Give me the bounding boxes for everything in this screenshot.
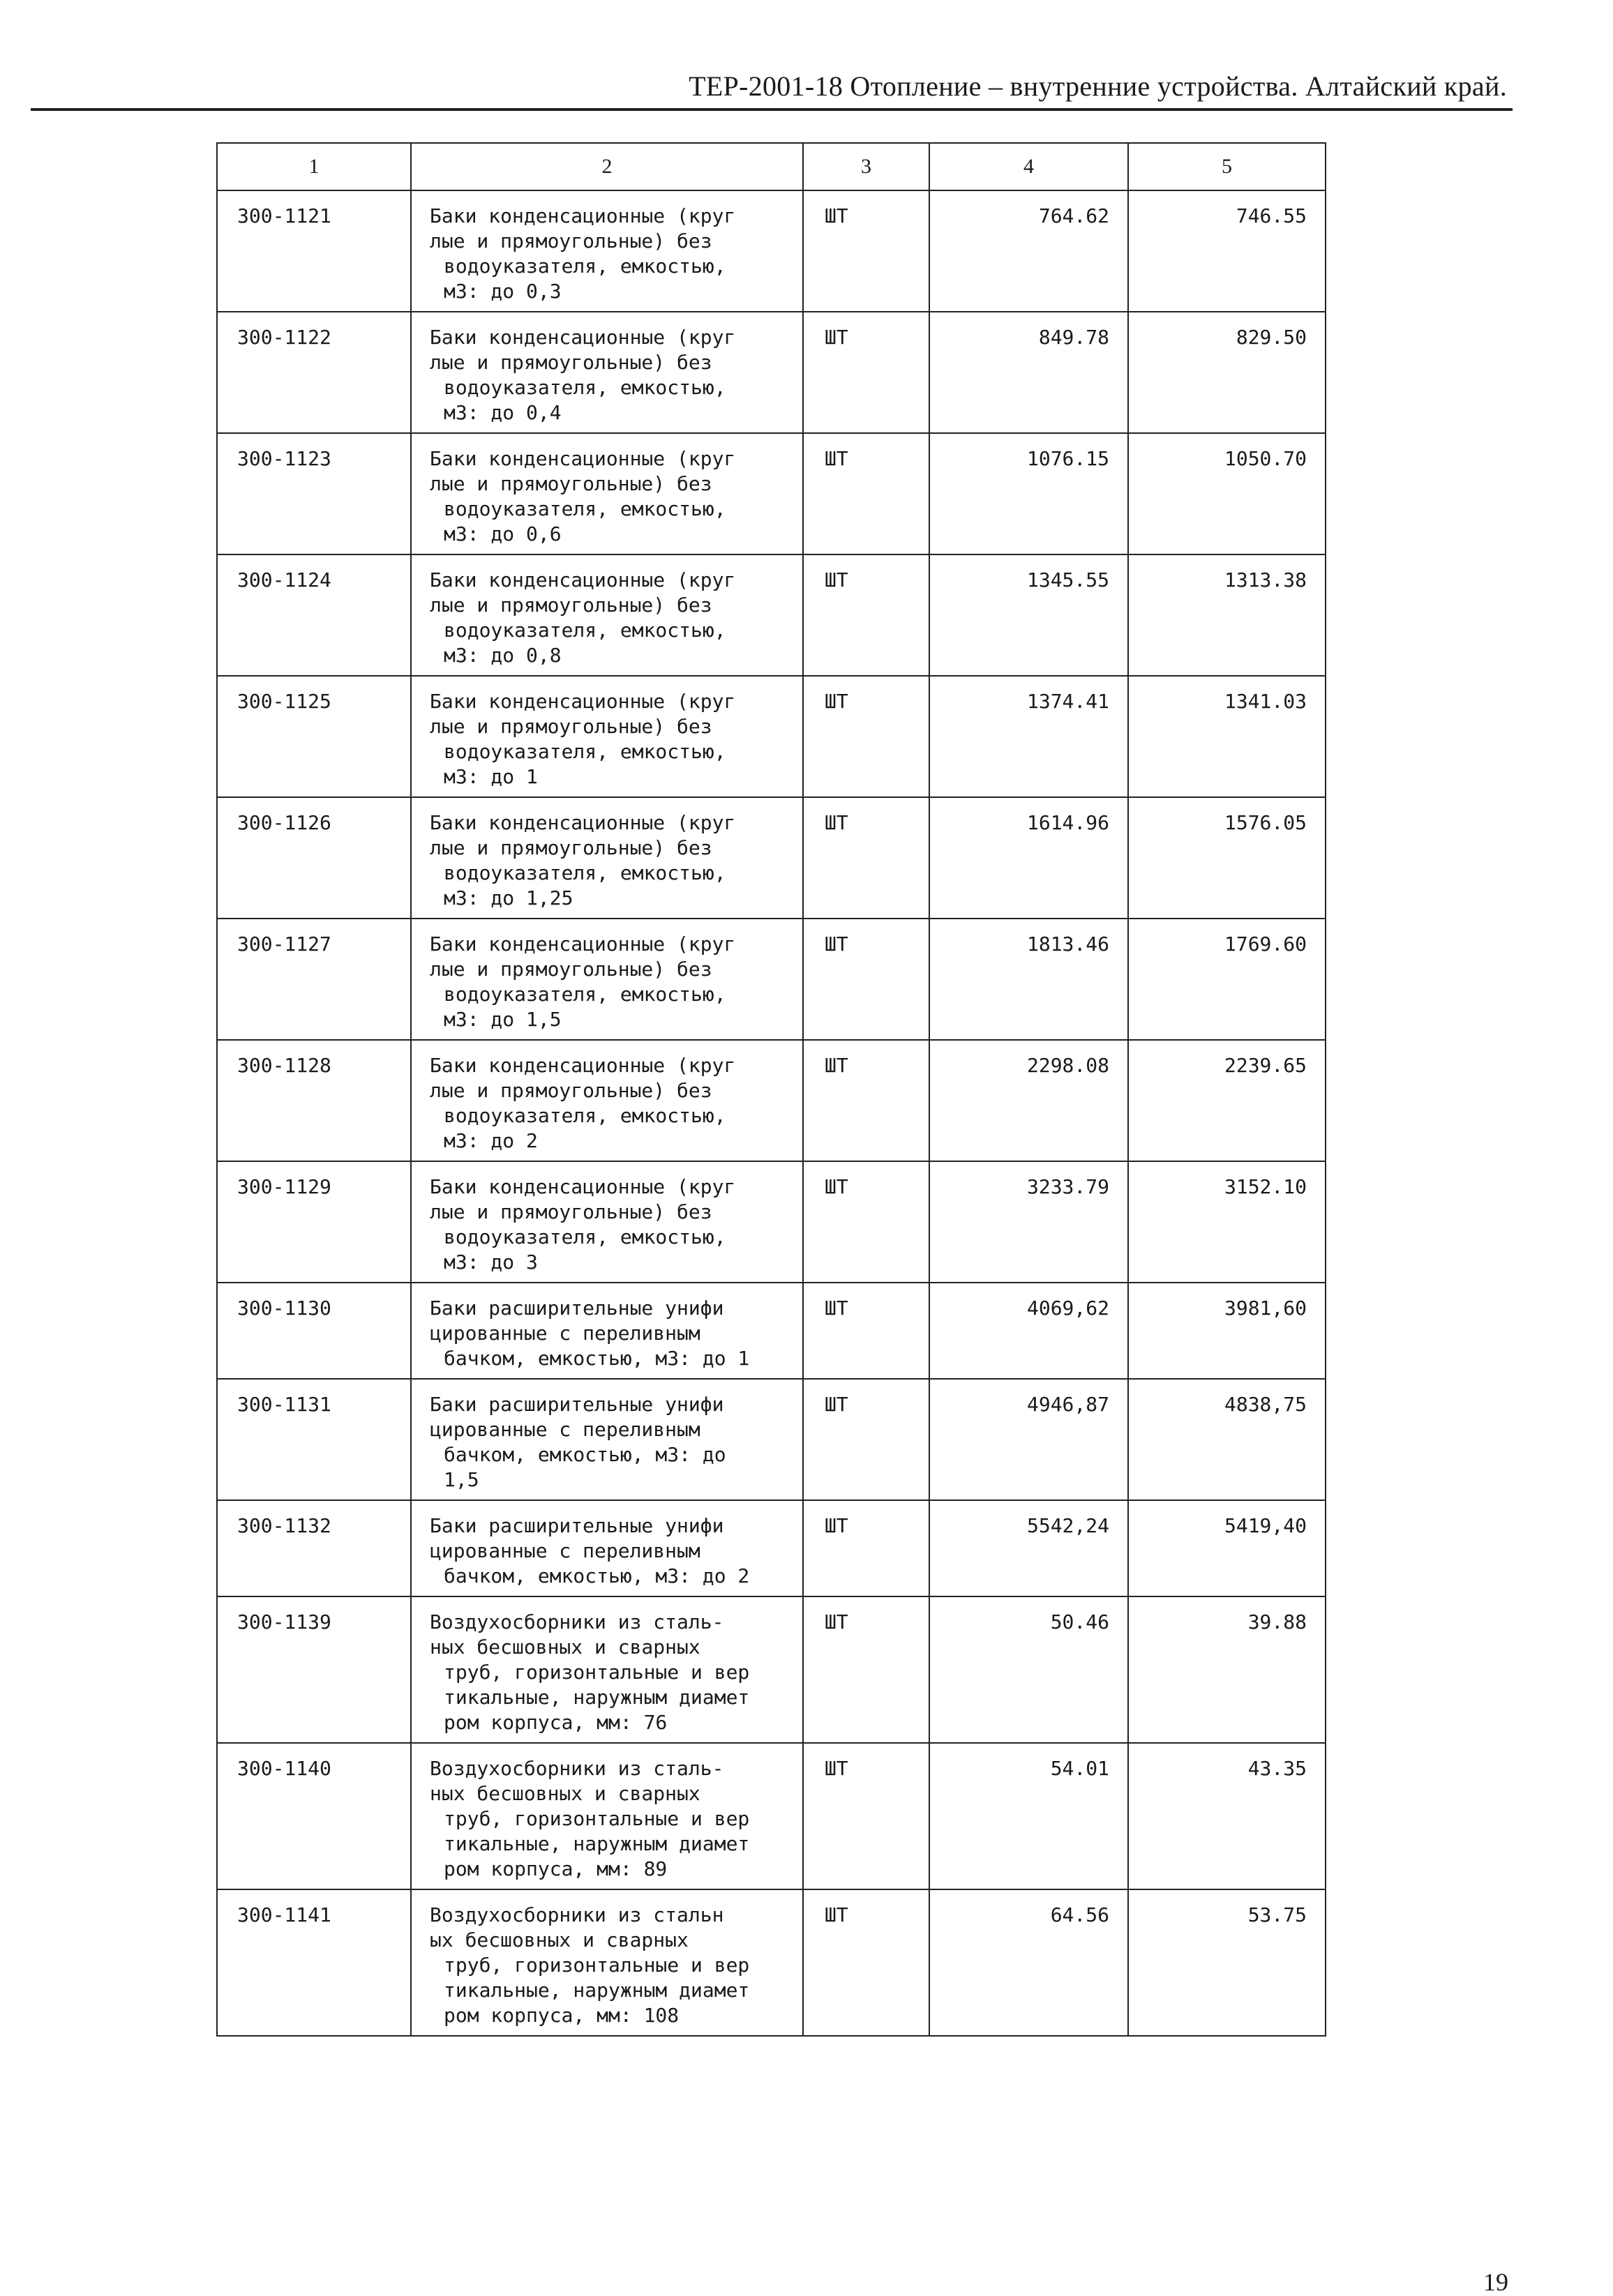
row-code: 300-1125 (217, 676, 411, 797)
row-name-line: м3: до 0,6 (444, 522, 562, 545)
row-unit: ШТ (803, 1379, 929, 1500)
row-name (411, 1500, 803, 1596)
row-unit: ШТ (803, 1596, 929, 1743)
row-name-line: водоуказателя, емкостью, (444, 376, 726, 399)
row-value-col4: 2298.08 (929, 1040, 1128, 1161)
row-value-col5: 1313.38 (1128, 554, 1326, 676)
row-unit: ШТ (803, 190, 929, 312)
header-rule (31, 108, 1513, 111)
row-value-col4: 764.62 (929, 190, 1128, 312)
table-row (217, 1596, 1326, 1743)
row-code: 300-1132 (217, 1500, 411, 1596)
price-table (216, 142, 1326, 2037)
row-value-col4: 1614.96 (929, 797, 1128, 919)
row-name-line: м3: до 0,3 (444, 280, 562, 303)
row-value-col5: 1341.03 (1128, 676, 1326, 797)
row-value-col5: 39.88 (1128, 1596, 1326, 1743)
table-row (217, 1040, 1326, 1161)
row-name-line: Баки конденсационные (круг (430, 447, 736, 470)
row-name-line: Баки конденсационные (круг (430, 1054, 736, 1077)
row-name-line: м3: до 0,4 (444, 401, 562, 424)
row-value-col5: 2239.65 (1128, 1040, 1326, 1161)
row-name-line: бачком, емкостью, м3: до 2 (444, 1564, 750, 1587)
row-name (411, 797, 803, 919)
row-name-line: Воздухосборники из сталь- (430, 1757, 724, 1780)
row-name-line: тикальные, наружным диамет (444, 1979, 750, 2002)
row-unit: ШТ (803, 554, 929, 676)
row-value-col5: 1769.60 (1128, 919, 1326, 1040)
row-value-col4: 1813.46 (929, 919, 1128, 1040)
row-name-line: лые и прямоугольные) без (430, 1200, 712, 1223)
row-value-col5: 1050.70 (1128, 433, 1326, 554)
row-value-col5: 3152.10 (1128, 1161, 1326, 1283)
row-code: 300-1131 (217, 1379, 411, 1500)
row-name-line: м3: до 1 (444, 765, 538, 788)
table-row (217, 1889, 1326, 2036)
row-code: 300-1128 (217, 1040, 411, 1161)
row-name (411, 1379, 803, 1500)
row-value-col4: 4069,62 (929, 1283, 1128, 1379)
column-number-1: 1 (217, 143, 411, 190)
table-row (217, 919, 1326, 1040)
row-name-line: цированные с переливным (430, 1322, 700, 1345)
row-name-line: ных бесшовных и сварных (430, 1782, 700, 1805)
row-name-line: бачком, емкостью, м3: до 1 (444, 1347, 750, 1370)
row-name-line: м3: до 2 (444, 1129, 538, 1152)
row-name-line: Воздухосборники из сталь- (430, 1610, 724, 1633)
table-row (217, 797, 1326, 919)
row-name (411, 919, 803, 1040)
row-name-line: м3: до 0,8 (444, 644, 562, 667)
row-name-line: труб, горизонтальные и вер (444, 1661, 750, 1684)
row-name-line: ых бесшовных и сварных (430, 1928, 689, 1951)
row-value-col4: 50.46 (929, 1596, 1128, 1743)
table-row (217, 554, 1326, 676)
row-value-col4: 5542,24 (929, 1500, 1128, 1596)
row-unit: ШТ (803, 919, 929, 1040)
row-unit: ШТ (803, 676, 929, 797)
table-row (217, 1743, 1326, 1889)
table-row (217, 676, 1326, 797)
row-unit: ШТ (803, 1889, 929, 2036)
row-value-col4: 1076.15 (929, 433, 1128, 554)
row-name-line: Баки расширительные унифи (430, 1393, 724, 1416)
row-name (411, 1743, 803, 1889)
row-value-col5: 43.35 (1128, 1743, 1326, 1889)
row-name-line: тикальные, наружным диамет (444, 1686, 750, 1709)
row-name-line: Баки конденсационные (круг (430, 690, 736, 713)
column-number-2: 2 (411, 143, 803, 190)
row-name-line: Баки конденсационные (круг (430, 932, 736, 956)
row-code: 300-1140 (217, 1743, 411, 1889)
row-unit: ШТ (803, 1500, 929, 1596)
row-unit: ШТ (803, 1040, 929, 1161)
table-row (217, 1283, 1326, 1379)
row-name-line: труб, горизонтальные и вер (444, 1954, 750, 1977)
row-value-col5: 746.55 (1128, 190, 1326, 312)
row-value-col4: 849.78 (929, 312, 1128, 433)
row-name-line: труб, горизонтальные и вер (444, 1807, 750, 1830)
table-row (217, 312, 1326, 433)
column-number-4: 4 (929, 143, 1128, 190)
row-code: 300-1139 (217, 1596, 411, 1743)
row-name-line: водоуказателя, емкостью, (444, 740, 726, 763)
row-value-col4: 3233.79 (929, 1161, 1128, 1283)
row-name-line: м3: до 1,25 (444, 886, 573, 909)
row-name-line: Баки конденсационные (круг (430, 811, 736, 834)
row-code: 300-1124 (217, 554, 411, 676)
row-value-col5: 1576.05 (1128, 797, 1326, 919)
row-name (411, 1889, 803, 2036)
row-name (411, 1283, 803, 1379)
table-row (217, 1161, 1326, 1283)
row-name (411, 554, 803, 676)
row-name (411, 433, 803, 554)
row-unit: ШТ (803, 433, 929, 554)
row-value-col5: 5419,40 (1128, 1500, 1326, 1596)
row-name-line: Баки конденсационные (круг (430, 1175, 736, 1198)
row-code: 300-1127 (217, 919, 411, 1040)
row-code: 300-1121 (217, 190, 411, 312)
row-name-line: Баки конденсационные (круг (430, 204, 736, 227)
row-code: 300-1129 (217, 1161, 411, 1283)
row-unit: ШТ (803, 1743, 929, 1889)
row-unit: ШТ (803, 1161, 929, 1283)
row-name-line: водоуказателя, емкостью, (444, 1104, 726, 1127)
row-name-line: лые и прямоугольные) без (430, 472, 712, 495)
row-name (411, 190, 803, 312)
row-code: 300-1141 (217, 1889, 411, 2036)
row-code: 300-1122 (217, 312, 411, 433)
row-value-col4: 1374.41 (929, 676, 1128, 797)
row-name-line: лые и прямоугольные) без (430, 836, 712, 859)
row-value-col5: 829.50 (1128, 312, 1326, 433)
row-name-line: водоуказателя, емкостью, (444, 983, 726, 1006)
column-number-3: 3 (803, 143, 929, 190)
page-header-title: ТЕР-2001-18 Отопление – внутренние устройства. Алтайский край. (689, 70, 1507, 102)
row-name-line: ром корпуса, мм: 89 (444, 1857, 668, 1880)
row-name (411, 1040, 803, 1161)
row-name (411, 676, 803, 797)
row-name (411, 1161, 803, 1283)
row-name-line: м3: до 3 (444, 1251, 538, 1274)
row-name-line: ром корпуса, мм: 108 (444, 2004, 680, 2027)
row-code: 300-1126 (217, 797, 411, 919)
row-unit: ШТ (803, 312, 929, 433)
row-name-line: ных бесшовных и сварных (430, 1636, 700, 1659)
row-name-line: лые и прямоугольные) без (430, 1079, 712, 1102)
row-name-line: Баки расширительные унифи (430, 1514, 724, 1537)
row-value-col4: 54.01 (929, 1743, 1128, 1889)
row-unit: ШТ (803, 1283, 929, 1379)
row-name-line: лые и прямоугольные) без (430, 351, 712, 374)
price-table-body (217, 143, 1326, 2036)
row-name-line: тикальные, наружным диамет (444, 1832, 750, 1855)
row-name-line: ром корпуса, мм: 76 (444, 1711, 668, 1734)
row-name-line: Баки конденсационные (круг (430, 326, 736, 349)
row-name-line: водоуказателя, емкостью, (444, 861, 726, 884)
row-value-col5: 3981,60 (1128, 1283, 1326, 1379)
row-name-line: водоуказателя, емкостью, (444, 619, 726, 642)
table-row (217, 433, 1326, 554)
row-name-line: 1,5 (444, 1468, 479, 1491)
row-name-line: лые и прямоугольные) без (430, 958, 712, 981)
row-name-line: лые и прямоугольные) без (430, 715, 712, 738)
row-name-line: цированные с переливным (430, 1539, 700, 1562)
row-name-line: Воздухосборники из стальн (430, 1903, 724, 1926)
table-row (217, 1500, 1326, 1596)
row-name-line: водоуказателя, емкостью, (444, 255, 726, 278)
table-row (217, 1379, 1326, 1500)
row-name-line: м3: до 1,5 (444, 1008, 562, 1031)
row-name (411, 1596, 803, 1743)
row-code: 300-1130 (217, 1283, 411, 1379)
row-value-col5: 4838,75 (1128, 1379, 1326, 1500)
row-name-line: бачком, емкостью, м3: до (444, 1443, 726, 1466)
row-value-col4: 64.56 (929, 1889, 1128, 2036)
row-name-line: цированные с переливным (430, 1418, 700, 1441)
row-unit: ШТ (803, 797, 929, 919)
table-row (217, 190, 1326, 312)
row-name-line: лые и прямоугольные) без (430, 229, 712, 252)
row-value-col4: 4946,87 (929, 1379, 1128, 1500)
row-name (411, 312, 803, 433)
row-name-line: Баки конденсационные (круг (430, 568, 736, 591)
page-number: 19 (1483, 2268, 1508, 2296)
row-name-line: Баки расширительные унифи (430, 1297, 724, 1320)
column-number-5: 5 (1128, 143, 1326, 190)
row-name-line: водоуказателя, емкостью, (444, 497, 726, 520)
row-name-line: лые и прямоугольные) без (430, 594, 712, 617)
row-value-col5: 53.75 (1128, 1889, 1326, 2036)
row-code: 300-1123 (217, 433, 411, 554)
column-number-row (217, 143, 1326, 190)
row-name-line: водоуказателя, емкостью, (444, 1225, 726, 1248)
row-value-col4: 1345.55 (929, 554, 1128, 676)
